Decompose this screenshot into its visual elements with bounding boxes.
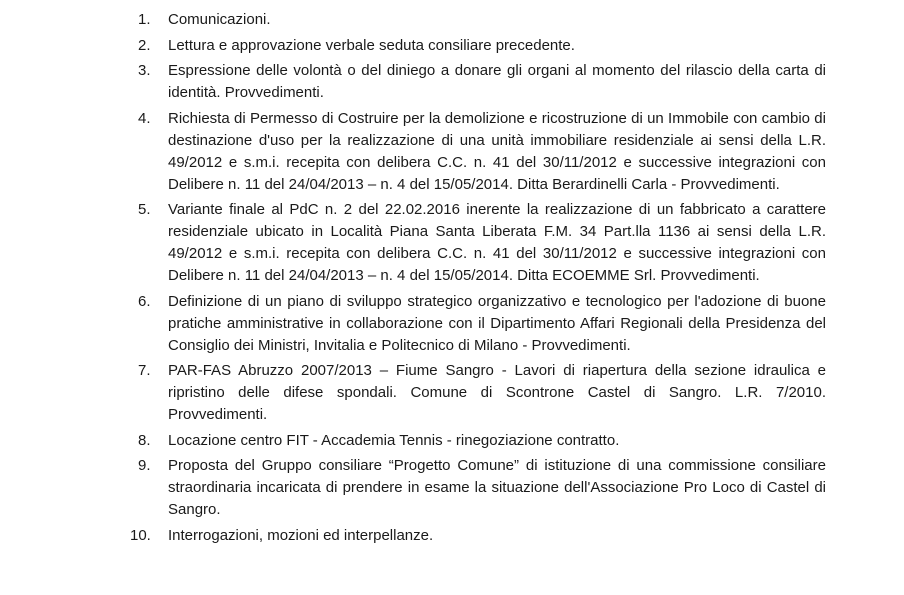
item-text: Variante finale al PdC n. 2 del 22.02.2016 inerente la realizzazione di un fabbricato a carattere residenziale ubicato in Località Piana Santa Liberata F.M. 34 Part.lla 1136 ai sensi della L.R. 49/2012 e s.m.i. recepita con delibera C.C. n. 41 del 30/11/2012 e successive integrazioni con Delibere n. 11 del 24/04/2013 – n. 4 del 15/05/2014. Ditta ECOEMME Srl. Provvedimenti. <box>168 201 826 284</box>
item-text: PAR-FAS Abruzzo 2007/2013 – Fiume Sangro - Lavori di riapertura della sezione idraulica e ripristino delle difese spondali. Comune di Scontrone Castel di Sangro. L.R. 7/2010. Provvedimenti. <box>168 362 826 423</box>
agenda-item <box>130 291 826 357</box>
item-number: 2. <box>138 36 151 54</box>
item-number: 8. <box>138 431 151 449</box>
item-text: Richiesta di Permesso di Costruire per la demolizione e ricostruzione di un Immobile con cambio di destinazione d'uso per la realizzazione di una unità immobiliare residenziale ai sensi della L.R. 49/2012 e s.m.i. recepita con delibera C.C. n. 41 del 30/11/2012 e successive integrazioni con Delibere n. 11 del 24/04/2013 – n. 4 del 15/05/2014. Ditta Berardinelli Carla - Provvedimenti. <box>168 109 826 193</box>
agenda-item <box>130 455 826 521</box>
item-text: Lettura e approvazione verbale seduta consiliare precedente. <box>168 36 575 54</box>
agenda-item <box>130 360 826 426</box>
agenda-item <box>130 525 826 547</box>
item-text: Proposta del Gruppo consiliare “Progetto Comune” di istituzione di una commissione consiliare straordinaria incaricata di prendere in esame la situazione dell'Associazione Pro Loco di Castel di Sangro. <box>168 457 826 518</box>
item-text: Locazione centro FIT - Accademia Tennis - rinegoziazione contratto. <box>168 431 620 449</box>
agenda-item <box>130 430 826 452</box>
item-number: 6. <box>138 292 151 310</box>
item-text: Interrogazioni, mozioni ed interpellanze. <box>168 526 434 544</box>
agenda-item <box>130 199 826 287</box>
item-number: 10. <box>130 526 151 544</box>
agenda-item <box>130 60 826 104</box>
item-text: Comunicazioni. <box>168 11 271 28</box>
item-number: 7. <box>138 362 151 379</box>
agenda-item <box>130 9 826 31</box>
agenda-item <box>130 35 826 57</box>
agenda-list <box>130 9 826 550</box>
item-number: 4. <box>138 109 151 127</box>
item-text: Espressione delle volontà o del diniego a donare gli organi al momento del rilascio della carta di identità. Provvedimenti. <box>168 62 826 101</box>
item-text: Definizione di un piano di sviluppo strategico organizzativo e tecnologico per l'adozione di buone pratiche amministrative in collaborazione con il Dipartimento Affari Regionali della Presidenza del Consiglio dei Ministri, Invitalia e Politecnico di Milano - Provvedimenti. <box>168 292 826 354</box>
item-number: 5. <box>138 201 151 218</box>
item-number: 9. <box>138 457 151 474</box>
agenda-item <box>130 108 826 196</box>
item-number: 1. <box>138 11 151 28</box>
item-number: 3. <box>138 62 151 79</box>
